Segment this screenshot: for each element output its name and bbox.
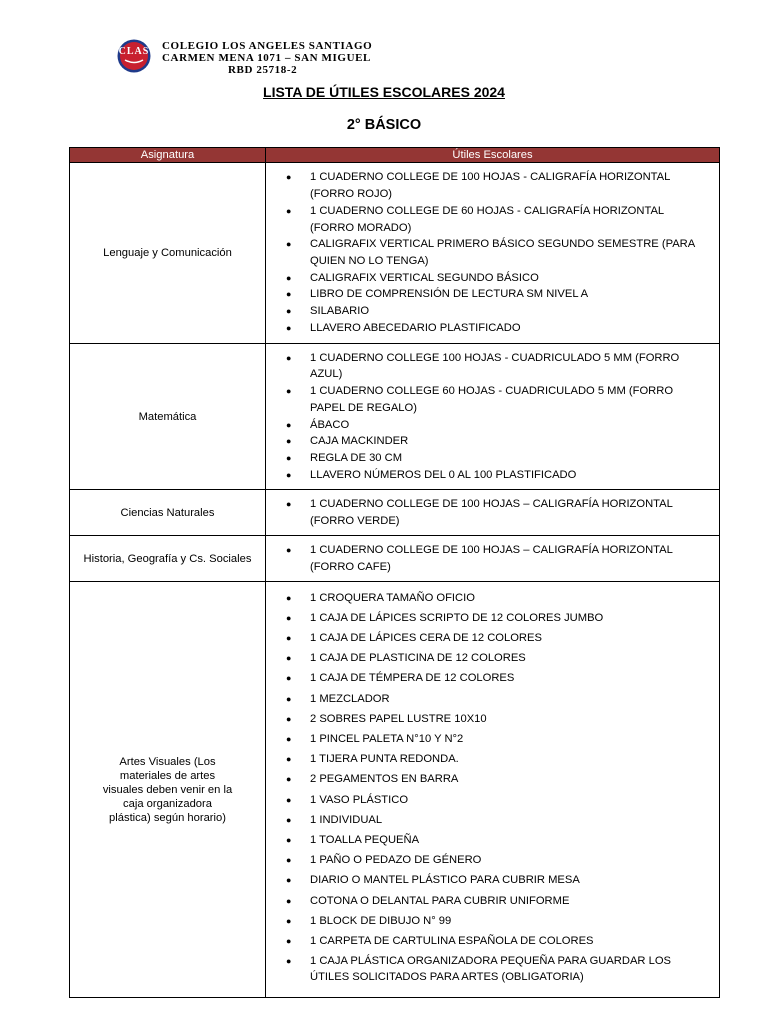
items-cell: [266, 344, 720, 490]
list-item: ● LLAVERO NÚMEROS DEL 0 AL 100 PLASTIFICADO: [266, 467, 719, 484]
list-item: ● 1 CAJA DE PLASTICINA DE 12 COLORES: [266, 650, 719, 666]
supplies-list: [266, 586, 719, 994]
items-cell: [266, 163, 720, 344]
school-info: [162, 40, 372, 76]
subject-name: Lenguaje y Comunicación: [103, 247, 232, 259]
grade-title: 2° BÁSICO: [346, 117, 422, 133]
school-address: CARMEN MENA 1071 – SAN MIGUEL: [162, 52, 371, 64]
table-row: [70, 163, 720, 344]
document-title: LISTA DE ÚTILES ESCOLARES 2024: [263, 84, 505, 100]
list-item: ● 1 VASO PLÁSTICO: [266, 792, 719, 808]
list-item: ● 1 TIJERA PUNTA REDONDA.: [266, 751, 719, 767]
list-item: ● DIARIO O MANTEL PLÁSTICO PARA CUBRIR MESA: [266, 872, 719, 888]
list-item: ● 2 SOBRES PAPEL LUSTRE 10X10: [266, 711, 719, 727]
list-item: ● SILABARIO: [266, 303, 719, 320]
subject-cell: [70, 344, 266, 490]
list-item: ● 1 PAÑO O PEDAZO DE GÉNERO: [266, 852, 719, 868]
list-item: ● 1 BLOCK DE DIBUJO N° 99: [266, 913, 719, 929]
items-cell: [266, 536, 720, 582]
list-item: ● 1 CAJA DE LÁPICES CERA DE 12 COLORES: [266, 630, 719, 646]
subject-cell: [70, 536, 266, 582]
supplies-table: [69, 147, 720, 998]
subject-column-header: Asignatura: [70, 148, 266, 163]
table-header-row: [70, 148, 720, 163]
list-item: ● 1 CROQUERA TAMAÑO OFICIO: [266, 590, 719, 606]
list-item: ● 1 CUADERNO COLLEGE 100 HOJAS - CUADRICULADO 5 MM (FORRO AZUL): [266, 350, 719, 383]
logo-letters: CLAS: [118, 46, 150, 57]
table-row: [70, 582, 720, 998]
list-item: ● CAJA MACKINDER: [266, 433, 719, 450]
subject-name: Historia, Geografía y Cs. Sociales: [83, 552, 252, 565]
list-item: ● 1 CUADERNO COLLEGE DE 60 HOJAS - CALIGRAFÍA HORIZONTAL (FORRO MORADO): [266, 203, 719, 236]
items-cell: [266, 582, 720, 998]
list-item: ● 1 CUADERNO COLLEGE DE 100 HOJAS – CALIGRAFÍA HORIZONTAL (FORRO CAFE): [266, 542, 719, 575]
school-name: COLEGIO LOS ANGELES SANTIAGO: [162, 40, 373, 52]
school-rbd: RBD 25718-2: [228, 64, 298, 76]
table-row: [70, 536, 720, 582]
list-item: ● 1 CAJA PLÁSTICA ORGANIZADORA PEQUEÑA PARA GUARDAR LOS ÚTILES SOLICITADOS PARA ARTES (OBLIGATORIA): [266, 953, 719, 985]
list-item: ● CALIGRAFIX VERTICAL PRIMERO BÁSICO SEGUNDO SEMESTRE (PARA QUIEN NO LO TENGA): [266, 236, 719, 269]
supplies-list: [266, 492, 719, 533]
list-item: ● 1 MEZCLADOR: [266, 691, 719, 707]
list-item: ● 1 CUADERNO COLLEGE 60 HOJAS - CUADRICULADO 5 MM (FORRO PAPEL DE REGALO): [266, 383, 719, 416]
subject-name: Artes Visuales (Los materiales de artes visuales deben venir en la caja organizadora plástica) según horario): [102, 755, 233, 824]
list-item: ● 1 PINCEL PALETA N°10 Y N°2: [266, 731, 719, 747]
list-item: ● LIBRO DE COMPRENSIÓN DE LECTURA SM NIVEL A: [266, 286, 719, 303]
list-item: ● REGLA DE 30 CM: [266, 450, 719, 467]
list-item: ● COTONA O DELANTAL PARA CUBRIR UNIFORME: [266, 893, 719, 909]
list-item: ● ÁBACO: [266, 417, 719, 434]
supplies-list: [266, 346, 719, 488]
list-item: ● 1 TOALLA PEQUEÑA: [266, 832, 719, 848]
list-item: ● 1 CARPETA DE CARTULINA ESPAÑOLA DE COLORES: [266, 933, 719, 949]
items-column-header: Útiles Escolares: [266, 148, 720, 163]
subject-name: Matemática: [138, 410, 197, 423]
subject-cell: [70, 163, 266, 344]
subject-cell: [70, 582, 266, 998]
list-item: ● 1 INDIVIDUAL: [266, 812, 719, 828]
list-item: ● 2 PEGAMENTOS EN BARRA: [266, 771, 719, 787]
list-item: ● 1 CAJA DE TÉMPERA DE 12 COLORES: [266, 670, 719, 686]
items-cell: [266, 490, 720, 536]
subject-cell: [70, 490, 266, 536]
list-item: ● 1 CUADERNO COLLEGE DE 100 HOJAS - CALIGRAFÍA HORIZONTAL (FORRO ROJO): [266, 169, 719, 202]
school-logo: [112, 38, 156, 74]
supplies-list: [266, 165, 719, 340]
list-item: ● 1 CAJA DE LÁPICES SCRIPTO DE 12 COLORES JUMBO: [266, 610, 719, 626]
subject-name: Ciencias Naturales: [120, 506, 215, 519]
supplies-list: [266, 538, 719, 579]
list-item: ● 1 CUADERNO COLLEGE DE 100 HOJAS – CALIGRAFÍA HORIZONTAL (FORRO VERDE): [266, 496, 719, 529]
list-item: ● CALIGRAFIX VERTICAL SEGUNDO BÁSICO: [266, 270, 719, 287]
list-item: ● LLAVERO ABECEDARIO PLASTIFICADO: [266, 320, 719, 337]
table-row: [70, 344, 720, 490]
table-row: [70, 490, 720, 536]
